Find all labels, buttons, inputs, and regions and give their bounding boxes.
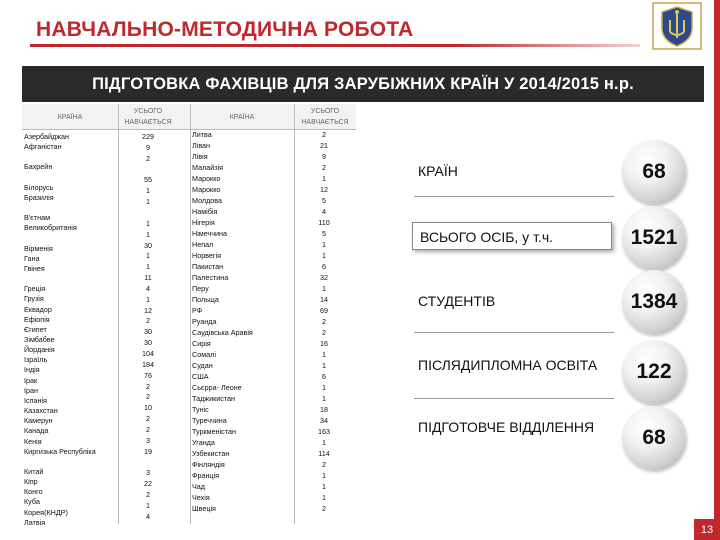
table-cell-country: Вірменія [24,243,53,253]
summary-value-students: 1384 [622,270,686,334]
table-cell-total: 4 [322,207,326,216]
summary-label-total: ВСЬОГО ОСІБ, у т.ч. [420,229,554,245]
table-cell-country: Грузія [24,294,44,304]
table-cell-total: 114 [318,449,330,458]
table-cell-country: Еквадор [24,304,52,314]
column-divider [190,104,191,524]
table-cell-total: 34 [320,416,328,425]
table-cell-country: США [192,372,209,381]
table-cell-country: Молдова [192,196,223,205]
table-cell-country: Єгипет [24,324,47,334]
summary-divider [414,398,614,399]
table-cell-total: 30 [144,327,152,337]
table-cell-country [24,203,116,213]
table-cell-total: 1 [322,174,326,183]
page-number: 13 [694,519,720,540]
title-underline [30,44,640,47]
table-cell-total: 2 [146,490,150,500]
table-cell-country: Киргизька Республіка [24,446,96,456]
table-cell-total: 5 [322,196,326,205]
right-accent-strip [714,0,720,540]
table-cell-total: 22 [144,479,152,489]
table-cell-total: 2 [322,504,326,513]
table-cell-country: Фінляндія [192,460,225,469]
table-cell-country: Сомалі [192,350,216,359]
table-cell-total: 32 [320,273,328,282]
summary-value-postgraduate: 122 [622,340,686,404]
table-cell-total: 2 [322,163,326,172]
table-cell-total: 76 [144,370,152,380]
table-cell-total: 3 [146,468,150,478]
table-cell-total: 12 [320,185,328,194]
table-cell-total: 1 [146,262,150,272]
table-cell-country: Йорданія [24,345,55,355]
table-cell-total: 19 [144,446,152,456]
summary-divider [414,332,614,333]
table-cell-total: 184 [142,359,154,369]
table-cell-country: Польща [192,295,219,304]
table-cell-country: Нігерія [192,218,215,227]
table-cell-country: Зімбабве [24,335,55,344]
column-header-total-right: УСЬОГО НАВЧАЄТЬСЯ [301,108,349,126]
table-cell-country: Перу [192,284,209,293]
table-cell-total: 1 [322,438,326,447]
table-cell-country: Конго [24,487,43,497]
table-cell-country [24,173,116,183]
table-cell-total: 110 [318,218,330,227]
table-cell-total: 1 [322,251,326,260]
table-cell-total: 2 [322,328,326,337]
table-cell-country: Марокко [192,185,221,194]
table-cell-country: В'єтнам [24,213,51,223]
university-emblem-icon [652,2,702,50]
table-cell-country: Ірак [24,375,38,385]
page-title: НАВЧАЛЬНО-МЕТОДИЧНА РОБОТА [36,18,414,41]
table-cell-country: Ефіопія [24,314,50,324]
table-cell-country: Іран [24,385,38,395]
table-cell-country: Непал [192,240,214,249]
table-cell-total: 1 [322,471,326,480]
table-cell-total: 1 [322,394,326,403]
table-cell-total: 2 [146,392,150,402]
table-cell-total: 30 [144,240,152,250]
table-cell-country: Чехія [192,493,210,502]
column-divider [294,104,295,524]
table-cell-country: Лівія [192,152,208,161]
table-cell-total [120,458,176,468]
table-cell-total: 1 [322,383,326,392]
table-cell-total: 2 [146,424,150,434]
table-cell-country: Марокко [192,174,221,183]
table-cell-total: 5 [322,229,326,238]
table-cell-total [120,208,176,218]
table-cell-total: 2 [322,317,326,326]
summary-value-preparatory: 68 [622,406,686,470]
table-cell-total: 21 [320,141,328,150]
table-cell-total: 1 [146,294,150,304]
table-cell-country: Уганда [192,438,215,447]
table-cell-total: 2 [146,153,150,163]
table-cell-total: 6 [322,372,326,381]
table-cell-country: Малайзія [192,163,224,172]
table-cell-country: Ізраїль [24,355,48,365]
summary-value-total: 1521 [622,206,686,270]
table-cell-total: 55 [144,175,152,185]
table-cell-country: Азербайджан [24,132,69,141]
table-cell-country: Кіпр [24,477,38,487]
table-cell-total: 3 [146,435,150,445]
table-cell-country: Литва [192,130,212,139]
table-cell-total: 104 [142,349,154,358]
column-header-total-left: УСЬОГО НАВЧАЄТЬСЯ [124,108,172,126]
summary-label-countries: КРАЇН [418,163,458,179]
table-cell-total: 229 [142,132,154,141]
table-cell-country: Камерун [24,416,53,426]
table-cell-country: Чад [192,482,205,491]
table-cell-total: 1 [322,493,326,502]
table-cell-total: 69 [320,306,328,315]
table-cell-total: 2 [146,381,150,391]
table-cell-country: Латвія [24,517,46,527]
table-cell-total: 2 [146,414,150,424]
table-cell-country: Бахрейн [24,162,53,172]
table-cell-country: Пакистан [192,262,224,271]
subtitle-text: ПІДГОТОВКА ФАХІВЦІВ ДЛЯ ЗАРУБІЖНИХ КРАЇН У 2014/2015 н.р. [92,74,634,93]
table-cell-total: 2 [322,130,326,139]
table-cell-total: 1 [146,229,150,239]
summary-label-postgraduate: ПІСЛЯДИПЛОМНА ОСВІТА [418,357,598,373]
table-cell-total: 1 [322,284,326,293]
subtitle-banner [22,66,704,102]
table-cell-country: Білорусь [24,182,54,192]
table-cell-total: 4 [146,511,150,521]
table-cell-country: Китай [24,466,44,476]
table-cell-country: Великобританія [24,223,77,233]
table-cell-total: 12 [144,305,152,315]
table-cell-total: 2 [146,316,150,326]
table-cell-country: Таджикистан [192,394,236,403]
table-cell-total: 1 [146,218,150,228]
table-cell-country: Туркменістан [192,427,236,436]
table-cell-total: 1 [146,186,150,196]
table-cell-country: Гана [24,253,40,263]
table-cell-country: Німеччина [192,229,227,238]
table-cell-country: Афганістан [24,142,62,152]
table-cell-country: Кенія [24,436,42,446]
table-cell-total [120,165,176,175]
table-cell-country: Намібія [192,207,218,216]
table-cell-country [24,457,116,467]
table-cell-total: 163 [318,427,330,436]
table-cell-country: Туніс [192,405,209,414]
table-cell-country: Бразилія [24,192,54,202]
table-cell-total: 1 [322,350,326,359]
table-cell-country [24,234,116,244]
table-cell-total: 1 [146,251,150,261]
table-cell-total: 9 [322,152,326,161]
table-cell-country: Судан [192,361,213,370]
table-cell-country: РФ [192,306,203,315]
table-cell-country: Сирія [192,339,211,348]
table-cell-country: Канада [24,426,49,436]
table-cell-country: Саудівська Аравія [192,328,253,337]
table-cell-country [24,274,116,284]
table-cell-country: Палестина [192,273,229,282]
table-cell-country: Куба [24,497,40,507]
table-cell-total: 1 [322,361,326,370]
summary-label-students: СТУДЕНТІВ [418,293,496,309]
table-cell-country: Норвегія [192,251,222,260]
table-cell-country: Греція [24,284,46,294]
table-cell-country: Корея(КНДР) [24,507,68,517]
table-cell-total: 10 [144,403,152,413]
table-cell-country [24,152,116,162]
table-cell-country: Іспанія [24,395,47,405]
summary-divider [414,196,614,197]
summary-value-countries: 68 [622,140,686,204]
table-cell-total: 18 [320,405,328,414]
table-cell-country: Туреччина [192,416,227,425]
table-cell-country: Руанда [192,317,217,326]
column-header-country-right: КРАЇНА [229,114,255,121]
column-header-country-left: КРАЇНА [57,114,83,121]
table-cell-total: 6 [322,262,326,271]
column-divider [118,104,119,524]
table-cell-country: Узбекистан [192,449,230,458]
table-cell-total: 14 [320,295,328,304]
table-cell-total: 1 [146,197,150,207]
table-cell-total: 1 [322,240,326,249]
table-cell-country: Гвінея [24,263,45,273]
summary-label-preparatory: ПІДГОТОВЧЕ ВІДДІЛЕННЯ [418,419,595,435]
table-cell-total: 16 [320,339,328,348]
table-cell-country: Казахстан [24,406,58,416]
table-cell-country: Франція [192,471,220,480]
table-cell-country: Ліван [192,141,211,150]
table-cell-total: 11 [144,273,152,283]
table-cell-country: Індія [24,365,40,375]
table-cell-total: 30 [144,338,152,348]
table-cell-country: Швеція [192,504,216,513]
table-cell-total: 1 [146,500,150,510]
table-cell-total: 9 [146,142,150,152]
table-cell-total: 4 [146,283,150,293]
table-cell-total: 1 [322,482,326,491]
table-cell-total: 2 [322,460,326,469]
table-cell-country: Сьєрра- Леоне [192,383,242,392]
